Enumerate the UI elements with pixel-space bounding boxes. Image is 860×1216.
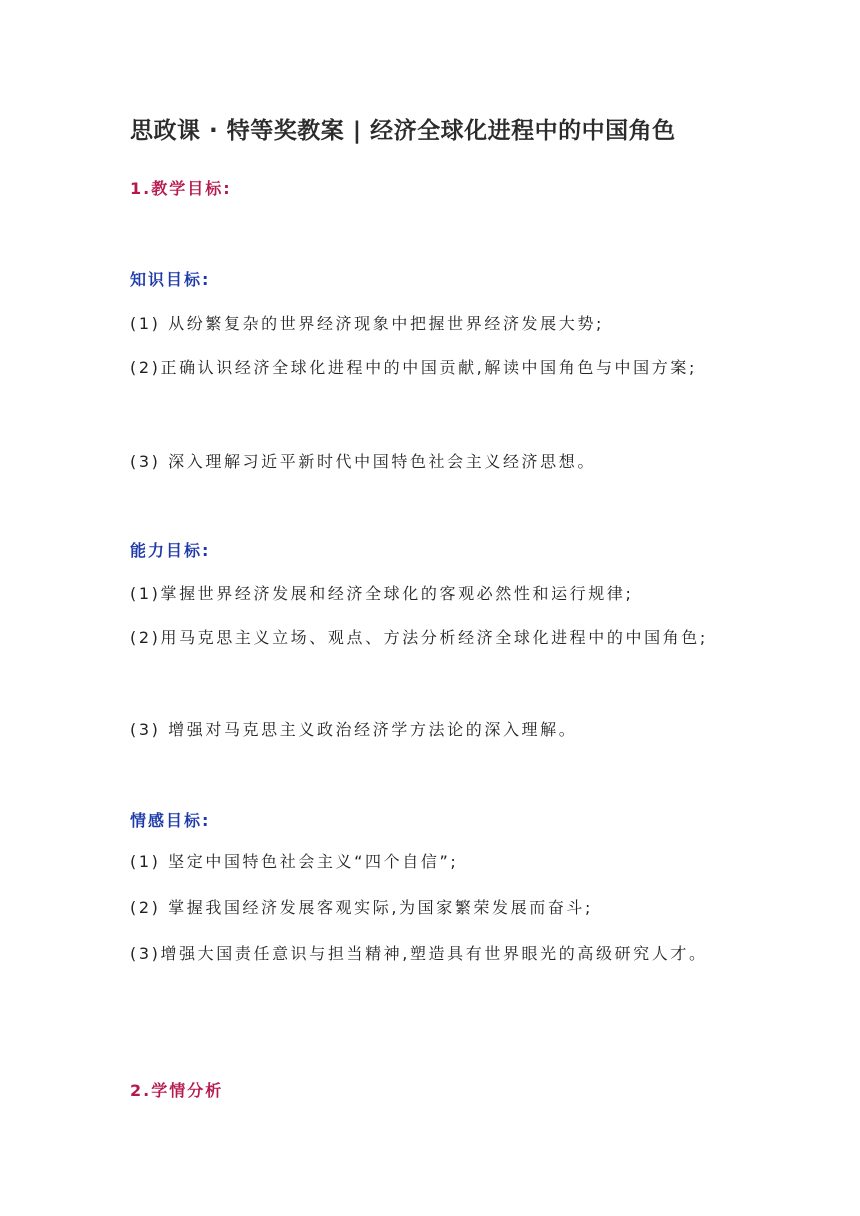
knowledge-goal-item: (1) 从纷繁复杂的世界经济现象中把握世界经济发展大势;: [130, 314, 604, 333]
section-heading-learner-analysis: 2.学情分析: [130, 1081, 224, 1100]
subheading-emotion-goals: 情感目标:: [130, 811, 211, 830]
page-title: 思政课 · 特等奖教案 | 经济全球化进程中的中国角色: [130, 118, 676, 144]
subheading-knowledge-goals: 知识目标:: [130, 270, 211, 289]
emotion-goal-item: (2) 掌握我国经济发展客观实际,为国家繁荣发展而奋斗;: [130, 898, 594, 917]
knowledge-goal-item: (3) 深入理解习近平新时代中国特色社会主义经济思想。: [130, 452, 596, 471]
emotion-goal-item: (1) 坚定中国特色社会主义“四个自信”;: [130, 852, 459, 871]
subheading-ability-goals: 能力目标:: [130, 541, 211, 560]
ability-goal-item: (1)掌握世界经济发展和经济全球化的客观必然性和运行规律;: [130, 584, 634, 603]
section-heading-teaching-goals: 1.教学目标:: [130, 179, 232, 198]
ability-goal-item: (3) 增强对马克思主义政治经济学方法论的深入理解。: [130, 720, 578, 739]
knowledge-goal-item: (2)正确认识经济全球化进程中的中国贡献,解读中国角色与中国方案;: [130, 358, 697, 377]
ability-goal-item: (2)用马克思主义立场、观点、方法分析经济全球化进程中的中国角色;: [130, 628, 708, 647]
emotion-goal-item: (3)增强大国责任意识与担当精神,塑造具有世界眼光的高级研究人才。: [130, 944, 708, 963]
